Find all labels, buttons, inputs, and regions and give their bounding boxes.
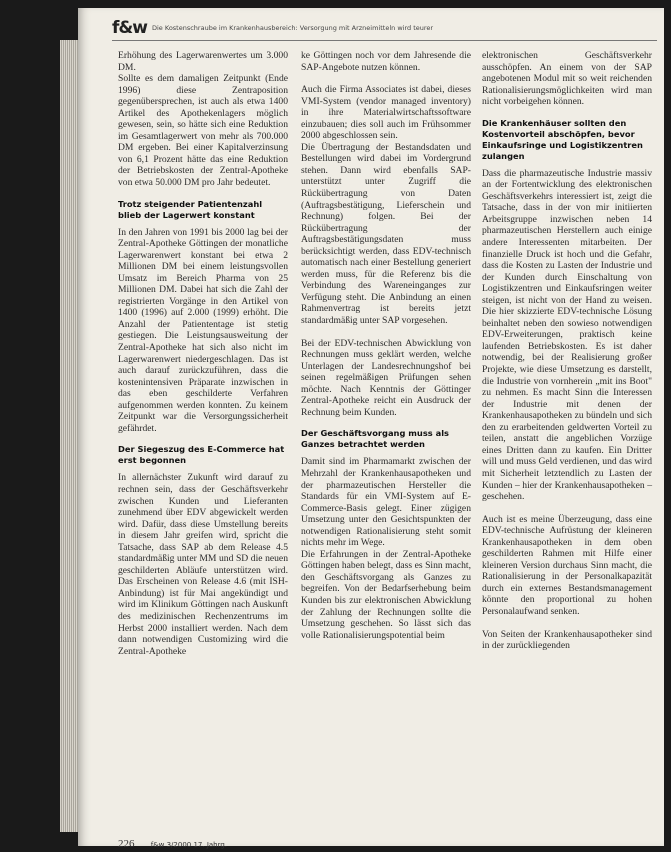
- page-header: [112, 18, 657, 41]
- section-heading: Der Siegeszug des E-Commerce hat erst begonnen: [118, 444, 285, 466]
- paragraph: In den Jahren von 1991 bis 2000 lag bei der Zentral-Apotheke Göttingen der monatliche Lagerwarenwert konstant bei etwa 2 Millionen DM bei einem leistungsvollen Umsatz im Bereich Pharma von 25 Millionen DM. Dabei hat sich die Zahl der registrierten Vorgänge in den Artikel von 1400 (1996) auf 2.000 (1999) erhöht. Die Anzahl der Patiententage ist stetig gestiegen. Die Leistungsausweitung der Zentral-Apotheke hat sich also nicht im Lagerwarenwert niedergeschlagen. Das ist auch darauf zurückzuführen, dass die kostenintensiven Präparate inzwischen in das eben geschilderte Verfahren aufgenommen werden konnten. Zu keinem Zeitpunkt war die Versorgungssicherheit gefährdet.: [118, 226, 288, 434]
- text-column-3: [482, 50, 652, 652]
- paragraph: In allernächster Zukunft wird darauf zu rechnen sein, dass der Geschäftsverkehr zwischen Kunden und Lieferanten zunehmend über EDV abgewickelt werden wird. Dafür, dass diese Umstellung bereits in diesem Jahr greifen wird, spricht die Tatsache, dass SAP ab dem Release 4.5 standardmäßig unter MM und SD die neuen geschilderten Abläufe unterstützen wird. Das Erscheinen von Release 4.6 (mit ISH-Anbindung) ist für Mai angekündigt und wird im Klinikum Göttingen nach Auskunft des medizinischen Rechenzentrums im Herbst 2000 installiert werden. Nach dem dann notwendigen Customizing wird die Zentral-Apotheke: [118, 472, 288, 657]
- magazine-logo: f&w: [112, 18, 147, 38]
- issue-line: f&w 3/2000 17. Jahrg.: [150, 841, 228, 849]
- paragraph: Damit sind im Pharmamarkt zwischen der Mehrzahl der Krankenhausapotheken und der pharmazeutischen Hersteller die Standards für ein VMI-System auf E-Commerce-Basis gelegt. Einer zügigen Umsetzung unter den Gesichtspunkten der notwendigen Rationalisierung steht somit nichts mehr im Wege.: [301, 456, 471, 549]
- paragraph: Von Seiten der Krankenhausapotheker sind in der zurückliegenden: [482, 628, 652, 652]
- paragraph: Auch die Firma Associates ist dabei, dieses VMI-System (vendor managed inventory) in ihre Materialwirtschaftssoftware einzubauen; dies soll auch im Frühsommer 2000 abgeschlossen sein.: [301, 84, 471, 142]
- paragraph: Die Erfahrungen in der Zentral-Apotheke Göttingen haben belegt, dass es Sinn macht, den Geschäftsvorgang als Ganzes zu begreifen. Von der Bedarfserhebung beim Kunden bis zur elektronischen Abwicklung der Zahlung der Rechnungen sollte die Umsetzung geschehen. So lässt sich das volle Rationalisierungspotential beim: [301, 548, 471, 641]
- page-footer: [118, 838, 227, 850]
- running-head: Die Kostenschraube im Krankenhausbereich: Versorgung mit Arzneimitteln wird teurer: [152, 24, 434, 32]
- page-number: 226: [118, 838, 135, 850]
- text-column-1: [118, 50, 288, 657]
- section-heading: Die Krankenhäuser sollten den Kostenvorteil abschöpfen, bevor Einkaufsringe und Logistikzentren zulangen: [482, 117, 643, 161]
- paragraph: Sollte es dem damaligen Zeitpunkt (Ende 1996) diese Zentraposition gegenübersprechen, ist auch als etwa 1400 Artikel des Apothekenlagers möglich gewesen, sein, so hätte sich eine Reduktion im Gesamtlagerwert von mehr als 700.000 DM ergeben. Bei einer Kapitalverzinsung von 6,1 Prozent hätte das eine Reduktion der Betriebskosten der Zentral-Apotheke von etwa 50.000 DM pro Jahr bedeutet.: [118, 73, 288, 189]
- page-edges: [60, 40, 78, 832]
- paragraph: Bei der EDV-technischen Abwicklung von Rechnungen muss geklärt werden, welche Unterlagen der Landesrechnungshof bei seinen regelmäßigen Prüfungen sehen möchte. Nach Kenntnis der Göttinger Zentral-Apotheke reicht ein Ausdruck der Rechnung beim Kunden.: [301, 337, 471, 418]
- paragraph: elektronischen Geschäftsverkehr ausschöpfen. An einem von der SAP angebotenen Modul mit so weit reichenden Rationalisierungsmöglichkeiten wird man nicht vorbeigehen können.: [482, 50, 652, 108]
- paragraph: ke Göttingen noch vor dem Jahresende die SAP-Angebote nutzen können.: [301, 50, 471, 73]
- text-column-2: [301, 50, 471, 641]
- paragraph: Die Übertragung der Bestandsdaten und Bestellungen wird dabei im Vordergrund stehen. Dann wird ebenfalls SAP-unterstützt unter Zugriff die Rückübertragung von Daten (Auftragsbestätigung, Lieferschein und Rechnung) folgen. Bei der Rückübertragung der Auftragsbestätigungsdaten muss berücksichtigt werden, dass EDV-technisch automatisch nach einer Bestellung generiert werden muss, für die Referenz bis die Verbindung des Wareneinganges zur Verfügung steht. Die Anbindung an einen Rahmenvertrag ist bereits jetzt standardmäßig unter SAP vorgesehen.: [301, 141, 471, 327]
- paragraph: Auch ist es meine Überzeugung, dass eine EDV-technische Aufrüstung der kleineren Krankenhausapotheken in dem oben geschilderten Rahmen mit Hilfe einer kleineren Version durchaus Sinn macht, die Rationalisierung in der Personalkapazität durch ein externes Bestandsmanagement könnte den proportional zu hohen Personalaufwand senken.: [482, 513, 652, 617]
- section-heading: Der Geschäftsvorgang muss als Ganzes betrachtet werden: [301, 428, 449, 450]
- paragraph: Erhöhung des Lagerwarenwertes um 3.000 DM.: [118, 50, 288, 73]
- section-heading: Trotz steigender Patientenzahl blieb der Lagerwert konstant: [118, 198, 263, 220]
- paragraph: Dass die pharmazeutische Industrie massiv an der Fortentwicklung des elektronischen Geschäftsverkehrs interessiert ist, zeigt die Tatsache, dass in der von mir initiierten Arbeitsgruppe inzwischen neben 14 pharmazeutischen Herstellern auch einige andere Interessenten mitarbeiten. Der finanzielle Druck ist hoch und die Gefahr, dass die Kosten zu Lasten der Industrie und der Kunden durch Einschaltung von Logistikzentren und Einkaufsringen weiter steigen, ist nicht von der Hand zu weisen. Die hier skizzierte EDV-technische Lösung beinhaltet neben den sowieso notwendigen EDV-Erweiterungen, praktisch keine laufenden Betriebskosten. Es ist daher notwendig, bei der Realisierung großer Projekte, wie diese Umsetzung es darstellt, die Industrie von vornherein „mit ins Boot" zu nehmen. Es macht Sinn die Interessen der Industrie mit denen der Krankenhausapotheken zu bündeln und sich den zu erarbeitenden geldwerten Vorteil zu teilen, anstatt die angeblichen Vorzüge eines Dritten dann zu kaufen. Ein Dritter will und muss Geld verdienen, und das wird mit Sicherheit letztendlich zu Lasten der Kunden – hier der Krankenhausapotheken – geschehen.: [482, 167, 652, 503]
